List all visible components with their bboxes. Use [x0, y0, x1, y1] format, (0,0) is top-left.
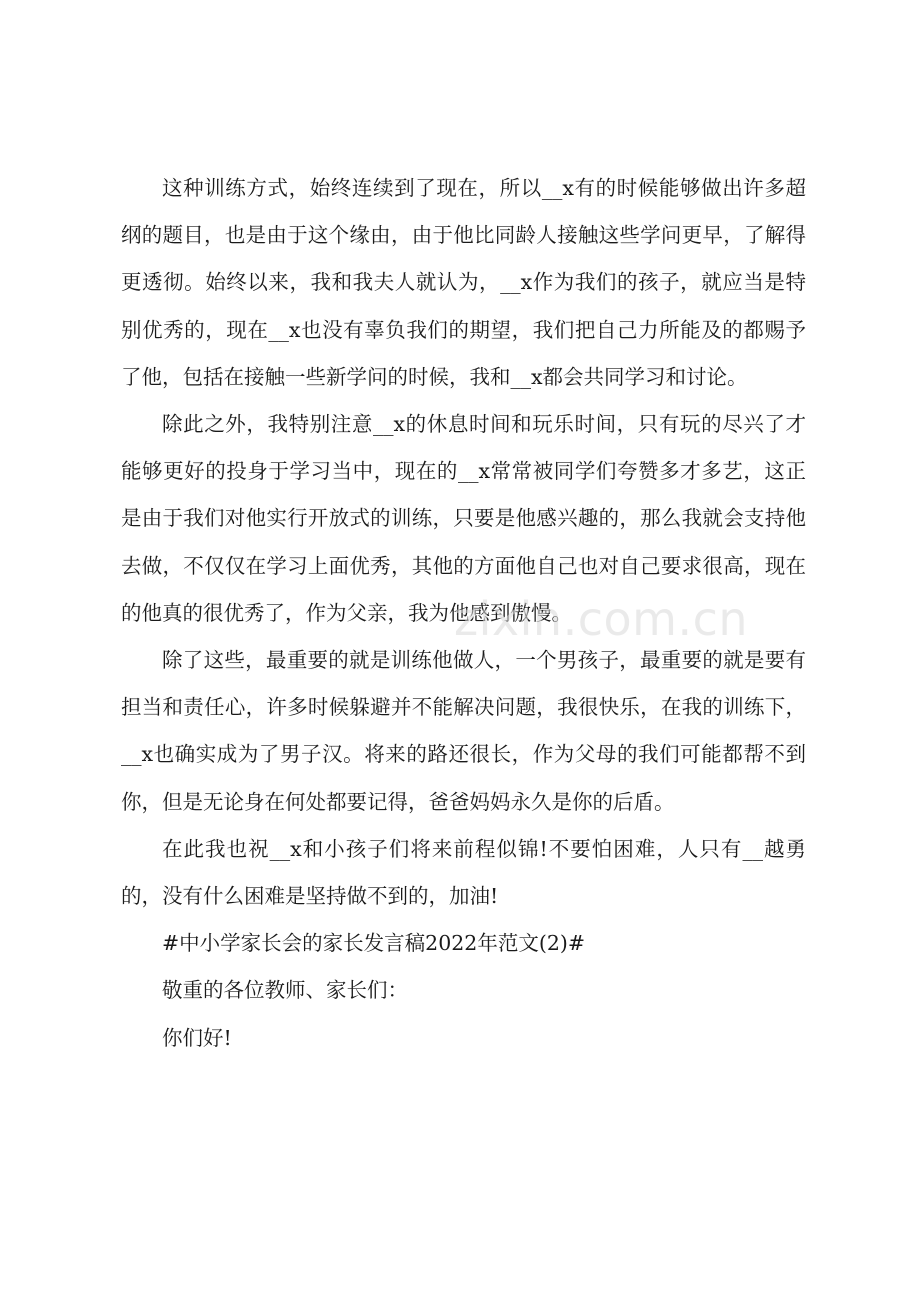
section-heading: #中小学家长会的家长发言稿2022年范文(2)# [162, 931, 586, 956]
document-body [121, 165, 806, 1062]
paragraph-2: 除此之外，我特别注意__x的休息时间和玩乐时间，只有玩的尽兴了才能够更好的投身于学习当中，现在的__x常常被同学们夸赞多才多艺，这正是由于我们对他实行开放式的训练，只要是他感兴趣的，那么我就会支持他去做，不仅仅在学习上面优秀，其他的方面他自己也对自己要求很高，现在的他真的很优秀了，作为父亲，我为他感到傲慢。 [121, 412, 806, 625]
greeting: 你们好! [162, 1025, 232, 1050]
watermark: zixin.com.cn [454, 592, 749, 646]
salutation: 敬重的各位教师、家长们： [162, 978, 408, 1003]
paragraph-1: 这种训练方式，始终连续到了现在，所以__x有的时候能够做出许多超纲的题目，也是由于这个缘由，由于他比同龄人接触这些学问更早，了解得更透彻。始终以来，我和我夫人就认为，__x作为我们的孩子，就应当是特别优秀的，现在__x也没有辜负我们的期望，我们把自己力所能及的都赐予了他，包括在接触一些新学问的时候，我和__x都会共同学习和讨论。 [121, 176, 806, 389]
paragraph-4: 在此我也祝__x和小孩子们将来前程似锦!不要怕困难，人只有__越勇的，没有什么困难是坚持做不到的，加油! [121, 836, 806, 909]
paragraph-3: 除了这些，最重要的就是训练他做人，一个男孩子，最重要的就是要有担当和责任心，许多时候躲避并不能解决问题，我很快乐，在我的训练下，__x也确实成为了男子汉。将来的路还很长，作为父母的我们可能都帮不到你，但是无论身在何处都要记得，爸爸妈妈永久是你的后盾。 [121, 648, 806, 814]
